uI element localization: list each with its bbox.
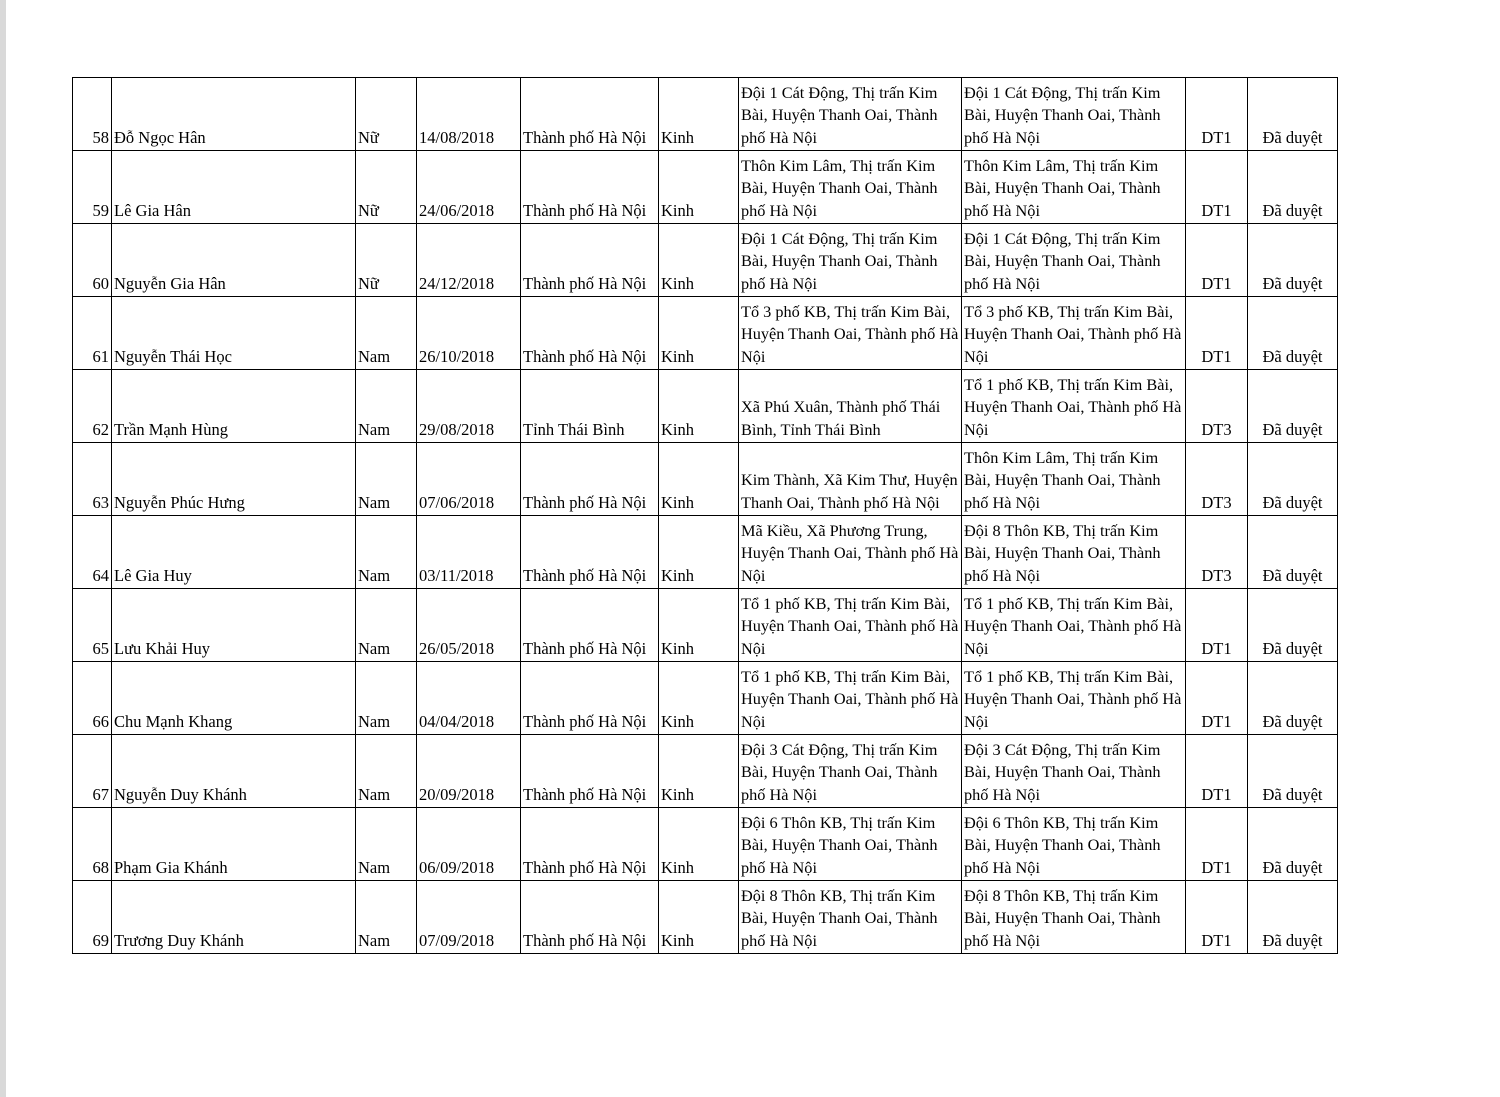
cell-hometown: Tổ 1 phố KB, Thị trấn Kim Bài, Huyện Thanh Oai, Thành phố Hà Nội: [739, 662, 962, 735]
cell-status: Đã duyệt: [1248, 78, 1338, 151]
table-row: [73, 516, 1338, 589]
cell-residence: Đội 1 Cát Động, Thị trấn Kim Bài, Huyện Thanh Oai, Thành phố Hà Nội: [962, 224, 1186, 297]
cell-status: Đã duyệt: [1248, 370, 1338, 443]
cell-date-of-birth: 24/06/2018: [417, 151, 521, 224]
cell-hometown: Mã Kiều, Xã Phương Trung, Huyện Thanh Oai, Thành phố Hà Nội: [739, 516, 962, 589]
cell-stt: 59: [73, 151, 112, 224]
cell-stt: 67: [73, 735, 112, 808]
table-row: [73, 662, 1338, 735]
cell-gender: Nam: [356, 589, 417, 662]
cell-status: Đã duyệt: [1248, 881, 1338, 954]
cell-full-name: Trương Duy Khánh: [112, 881, 356, 954]
cell-gender: Nam: [356, 370, 417, 443]
cell-full-name: Đỗ Ngọc Hân: [112, 78, 356, 151]
cell-full-name: Trần Mạnh Hùng: [112, 370, 356, 443]
cell-status: Đã duyệt: [1248, 589, 1338, 662]
cell-date-of-birth: 26/05/2018: [417, 589, 521, 662]
cell-hometown: Đội 1 Cát Động, Thị trấn Kim Bài, Huyện Thanh Oai, Thành phố Hà Nội: [739, 224, 962, 297]
cell-birthplace: Thành phố Hà Nội: [521, 297, 659, 370]
cell-gender: Nữ: [356, 151, 417, 224]
cell-ethnicity: Kinh: [659, 516, 739, 589]
cell-date-of-birth: 24/12/2018: [417, 224, 521, 297]
cell-full-name: Phạm Gia Khánh: [112, 808, 356, 881]
cell-category: DT3: [1186, 370, 1248, 443]
cell-gender: Nữ: [356, 224, 417, 297]
cell-residence: Đội 3 Cát Động, Thị trấn Kim Bài, Huyện Thanh Oai, Thành phố Hà Nội: [962, 735, 1186, 808]
cell-ethnicity: Kinh: [659, 662, 739, 735]
cell-hometown: Đội 1 Cát Động, Thị trấn Kim Bài, Huyện Thanh Oai, Thành phố Hà Nội: [739, 78, 962, 151]
cell-birthplace: Thành phố Hà Nội: [521, 151, 659, 224]
cell-stt: 58: [73, 78, 112, 151]
cell-status: Đã duyệt: [1248, 443, 1338, 516]
cell-category: DT1: [1186, 881, 1248, 954]
cell-ethnicity: Kinh: [659, 78, 739, 151]
table-row: [73, 297, 1338, 370]
cell-birthplace: Thành phố Hà Nội: [521, 224, 659, 297]
cell-hometown: Xã Phú Xuân, Thành phố Thái Bình, Tỉnh Thái Bình: [739, 370, 962, 443]
cell-stt: 60: [73, 224, 112, 297]
cell-hometown: Thôn Kim Lâm, Thị trấn Kim Bài, Huyện Thanh Oai, Thành phố Hà Nội: [739, 151, 962, 224]
cell-hometown: Tổ 1 phố KB, Thị trấn Kim Bài, Huyện Thanh Oai, Thành phố Hà Nội: [739, 589, 962, 662]
cell-hometown: Đội 6 Thôn KB, Thị trấn Kim Bài, Huyện Thanh Oai, Thành phố Hà Nội: [739, 808, 962, 881]
cell-ethnicity: Kinh: [659, 224, 739, 297]
cell-ethnicity: Kinh: [659, 881, 739, 954]
cell-status: Đã duyệt: [1248, 808, 1338, 881]
cell-full-name: Chu Mạnh Khang: [112, 662, 356, 735]
cell-date-of-birth: 29/08/2018: [417, 370, 521, 443]
cell-category: DT1: [1186, 297, 1248, 370]
cell-full-name: Lưu Khải Huy: [112, 589, 356, 662]
cell-date-of-birth: 07/06/2018: [417, 443, 521, 516]
cell-residence: Đội 6 Thôn KB, Thị trấn Kim Bài, Huyện Thanh Oai, Thành phố Hà Nội: [962, 808, 1186, 881]
table-row: [73, 735, 1338, 808]
cell-full-name: Nguyễn Phúc Hưng: [112, 443, 356, 516]
cell-gender: Nam: [356, 881, 417, 954]
roster-body: [73, 78, 1338, 954]
cell-birthplace: Thành phố Hà Nội: [521, 78, 659, 151]
cell-category: DT1: [1186, 735, 1248, 808]
cell-residence: Thôn Kim Lâm, Thị trấn Kim Bài, Huyện Thanh Oai, Thành phố Hà Nội: [962, 443, 1186, 516]
cell-residence: Tổ 1 phố KB, Thị trấn Kim Bài, Huyện Thanh Oai, Thành phố Hà Nội: [962, 662, 1186, 735]
cell-birthplace: Thành phố Hà Nội: [521, 589, 659, 662]
cell-date-of-birth: 03/11/2018: [417, 516, 521, 589]
cell-gender: Nam: [356, 297, 417, 370]
student-roster-table: [72, 77, 1338, 954]
table-row: [73, 224, 1338, 297]
cell-full-name: Nguyễn Duy Khánh: [112, 735, 356, 808]
cell-stt: 65: [73, 589, 112, 662]
cell-category: DT3: [1186, 443, 1248, 516]
cell-birthplace: Tỉnh Thái Bình: [521, 370, 659, 443]
cell-residence: Tổ 1 phố KB, Thị trấn Kim Bài, Huyện Thanh Oai, Thành phố Hà Nội: [962, 370, 1186, 443]
cell-birthplace: Thành phố Hà Nội: [521, 662, 659, 735]
cell-residence: Đội 8 Thôn KB, Thị trấn Kim Bài, Huyện Thanh Oai, Thành phố Hà Nội: [962, 516, 1186, 589]
cell-status: Đã duyệt: [1248, 662, 1338, 735]
cell-hometown: Tổ 3 phố KB, Thị trấn Kim Bài, Huyện Thanh Oai, Thành phố Hà Nội: [739, 297, 962, 370]
cell-stt: 66: [73, 662, 112, 735]
cell-full-name: Lê Gia Huy: [112, 516, 356, 589]
cell-ethnicity: Kinh: [659, 808, 739, 881]
cell-gender: Nam: [356, 662, 417, 735]
cell-ethnicity: Kinh: [659, 297, 739, 370]
cell-date-of-birth: 06/09/2018: [417, 808, 521, 881]
cell-hometown: Đội 3 Cát Động, Thị trấn Kim Bài, Huyện Thanh Oai, Thành phố Hà Nội: [739, 735, 962, 808]
cell-category: DT1: [1186, 151, 1248, 224]
cell-residence: Tổ 1 phố KB, Thị trấn Kim Bài, Huyện Thanh Oai, Thành phố Hà Nội: [962, 589, 1186, 662]
cell-birthplace: Thành phố Hà Nội: [521, 735, 659, 808]
cell-category: DT3: [1186, 516, 1248, 589]
cell-hometown: Đội 8 Thôn KB, Thị trấn Kim Bài, Huyện Thanh Oai, Thành phố Hà Nội: [739, 881, 962, 954]
cell-date-of-birth: 20/09/2018: [417, 735, 521, 808]
cell-stt: 68: [73, 808, 112, 881]
cell-category: DT1: [1186, 78, 1248, 151]
cell-gender: Nam: [356, 443, 417, 516]
cell-gender: Nữ: [356, 78, 417, 151]
cell-category: DT1: [1186, 589, 1248, 662]
cell-category: DT1: [1186, 808, 1248, 881]
cell-status: Đã duyệt: [1248, 735, 1338, 808]
cell-stt: 63: [73, 443, 112, 516]
cell-full-name: Lê Gia Hân: [112, 151, 356, 224]
table-row: [73, 881, 1338, 954]
table-row: [73, 443, 1338, 516]
cell-residence: Tổ 3 phố KB, Thị trấn Kim Bài, Huyện Thanh Oai, Thành phố Hà Nội: [962, 297, 1186, 370]
cell-date-of-birth: 26/10/2018: [417, 297, 521, 370]
cell-status: Đã duyệt: [1248, 224, 1338, 297]
cell-residence: Thôn Kim Lâm, Thị trấn Kim Bài, Huyện Thanh Oai, Thành phố Hà Nội: [962, 151, 1186, 224]
cell-full-name: Nguyễn Thái Học: [112, 297, 356, 370]
cell-stt: 64: [73, 516, 112, 589]
cell-birthplace: Thành phố Hà Nội: [521, 443, 659, 516]
table-row: [73, 151, 1338, 224]
cell-residence: Đội 1 Cát Động, Thị trấn Kim Bài, Huyện Thanh Oai, Thành phố Hà Nội: [962, 78, 1186, 151]
cell-category: DT1: [1186, 224, 1248, 297]
cell-full-name: Nguyễn Gia Hân: [112, 224, 356, 297]
cell-birthplace: Thành phố Hà Nội: [521, 516, 659, 589]
table-row: [73, 808, 1338, 881]
cell-status: Đã duyệt: [1248, 297, 1338, 370]
cell-status: Đã duyệt: [1248, 151, 1338, 224]
cell-ethnicity: Kinh: [659, 370, 739, 443]
cell-stt: 69: [73, 881, 112, 954]
cell-status: Đã duyệt: [1248, 516, 1338, 589]
cell-birthplace: Thành phố Hà Nội: [521, 881, 659, 954]
cell-ethnicity: Kinh: [659, 735, 739, 808]
table-row: [73, 589, 1338, 662]
cell-birthplace: Thành phố Hà Nội: [521, 808, 659, 881]
cell-residence: Đội 8 Thôn KB, Thị trấn Kim Bài, Huyện Thanh Oai, Thành phố Hà Nội: [962, 881, 1186, 954]
cell-date-of-birth: 14/08/2018: [417, 78, 521, 151]
cell-gender: Nam: [356, 516, 417, 589]
table-row: [73, 78, 1338, 151]
cell-gender: Nam: [356, 735, 417, 808]
cell-hometown: Kim Thành, Xã Kim Thư, Huyện Thanh Oai, Thành phố Hà Nội: [739, 443, 962, 516]
cell-stt: 62: [73, 370, 112, 443]
cell-gender: Nam: [356, 808, 417, 881]
cell-ethnicity: Kinh: [659, 589, 739, 662]
table-row: [73, 370, 1338, 443]
cell-ethnicity: Kinh: [659, 151, 739, 224]
cell-stt: 61: [73, 297, 112, 370]
cell-date-of-birth: 04/04/2018: [417, 662, 521, 735]
page-left-edge: [0, 0, 6, 1097]
cell-category: DT1: [1186, 662, 1248, 735]
cell-ethnicity: Kinh: [659, 443, 739, 516]
cell-date-of-birth: 07/09/2018: [417, 881, 521, 954]
document-page: [72, 77, 1338, 954]
